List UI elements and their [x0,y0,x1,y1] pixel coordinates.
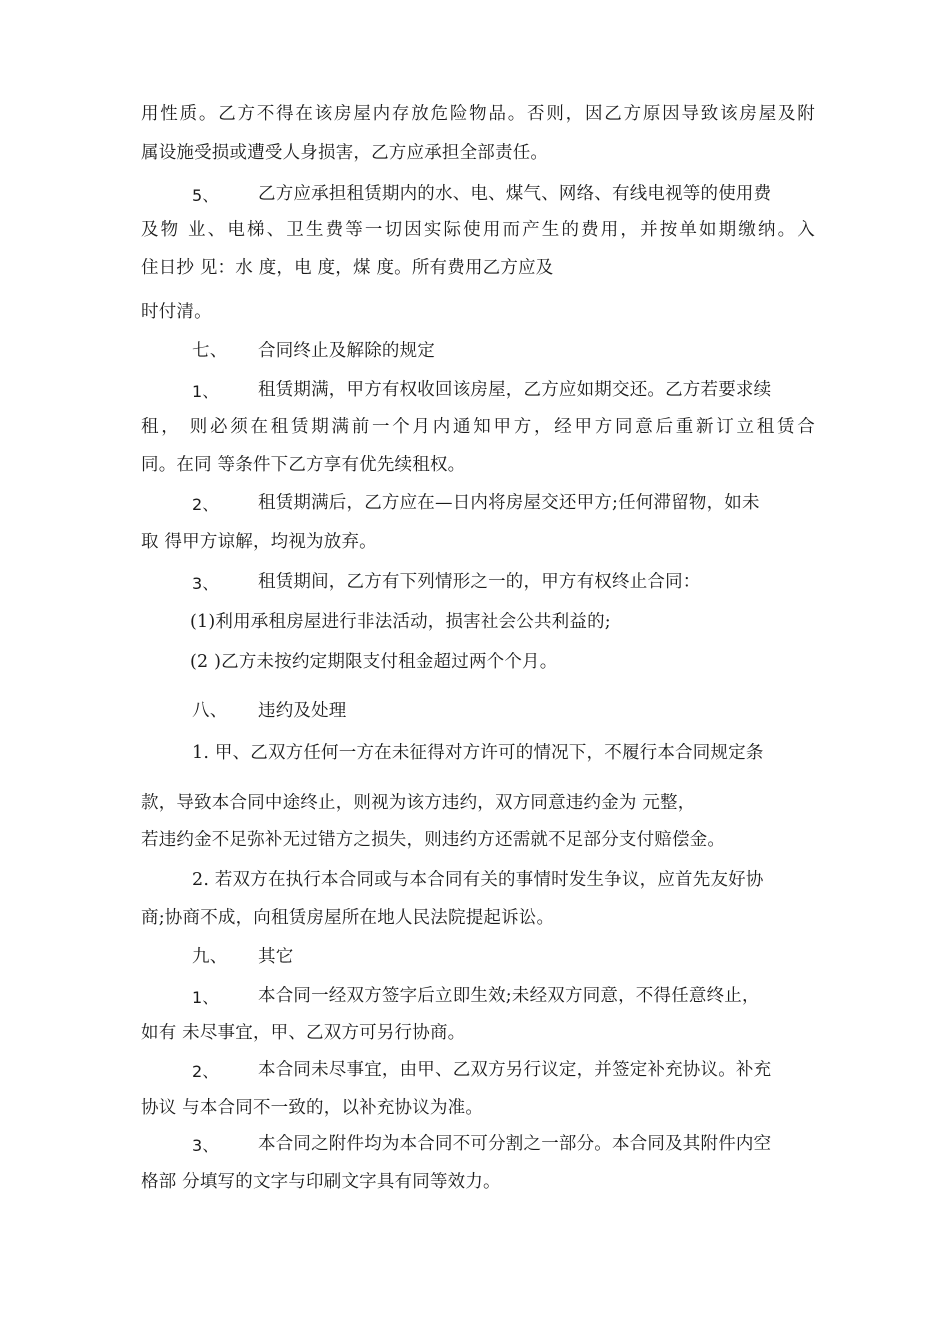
section-number: 八、 [192,701,228,721]
paragraph-line: 本合同一经双方签字后立即生效;未经双方同意，不得任意终止， [258,986,760,1006]
paragraph-line: 协议 与本合同不一致的，以补充协议为准。 [141,1098,484,1118]
list-item: (1)利用承租房屋进行非法活动，损害社会公共利益的; [190,612,611,632]
item-number [192,184,219,208]
paragraph-line: 2. 若双方在执行本合同或与本合同有关的事情时发生争议，应首先友好协 [192,870,764,890]
paragraph-line: 1. 甲、乙双方任何一方在未征得对方许可的情况下，不履行本合同规定条 [192,743,764,763]
item-number-3: 3、 [192,1136,219,1155]
item-number-1: 1、 [192,988,219,1007]
item-number-2: 2、 [192,495,219,514]
section-title: 合同终止及解除的规定 [258,341,435,361]
paragraph-line: 属设施受损或遭受人身损害，乙方应承担全部责任。 [141,143,549,163]
list-item: (2 )乙方未按约定期限支付租金超过两个个月。 [190,652,558,672]
paragraph-line: 若违约金不足弥补无过错方之损失，则违约方还需就不足部分支付赔偿金。 [141,830,726,850]
paragraph-line: 如有 未尽事宜，甲、乙双方可另行协商。 [141,1023,466,1043]
paragraph-line: 商;协商不成，向租赁房屋所在地人民法院提起诉讼。 [141,908,555,928]
item-number-5: 5、 [192,186,219,205]
paragraph-line: 用性质。乙方不得在该房屋内存放危险物品。否则，因乙方原因导致该房屋及附 [141,104,815,124]
item-number [192,380,219,404]
paragraph-line: 住日抄 见：水 度，电 度，煤 度。所有费用乙方应及 [141,258,554,278]
paragraph-line: 取 得甲方谅解，均视为放弃。 [141,532,377,552]
paragraph-line: 租赁期满，甲方有权收回该房屋，乙方应如期交还。乙方若要求续 [258,380,772,400]
item-number-2: 2、 [192,1062,219,1081]
item-number-1: 1、 [192,382,219,401]
item-number [192,1060,219,1084]
paragraph-line: 及物 业、电梯、卫生费等一切因实际使用而产生的费用，并按单如期缴纳。入 [141,220,815,240]
paragraph-line: 租赁期满后，乙方应在—日内将房屋交还甲方;任何滞留物，如未 [258,493,760,513]
paragraph-line: 款，导致本合同中途终止，则视为该方违约，双方同意违约金为 元整， [141,793,696,813]
paragraph-line: 时付清。 [141,302,212,322]
item-number [192,986,219,1010]
paragraph-line: 租， 则必须在租赁期满前一个月内通知甲方，经甲方同意后重新订立租赁合 [141,417,815,437]
paragraph-line: 租赁期间，乙方有下列情形之一的，甲方有权终止合同： [258,572,701,592]
paragraph-line: 格部 分填写的文字与印刷文字具有同等效力。 [141,1172,501,1192]
section-title: 其它 [258,947,294,967]
section-number: 七、 [192,341,228,361]
paragraph-line: 乙方应承担租赁期内的水、电、煤气、网络、有线电视等的使用费 [258,184,772,204]
paragraph-line: 本合同未尽事宜，由甲、乙双方另行议定，并签定补充协议。补充 [258,1060,772,1080]
section-number: 九、 [192,947,228,967]
item-number-3: 3、 [192,574,219,593]
paragraph-line: 同。在同 等条件下乙方享有优先续租权。 [141,455,466,475]
section-title: 违约及处理 [258,701,347,721]
item-number [192,1134,219,1158]
item-number [192,572,219,596]
paragraph-line: 本合同之附件均为本合同不可分割之一部分。本合同及其附件内空 [258,1134,772,1154]
item-number [192,493,219,517]
